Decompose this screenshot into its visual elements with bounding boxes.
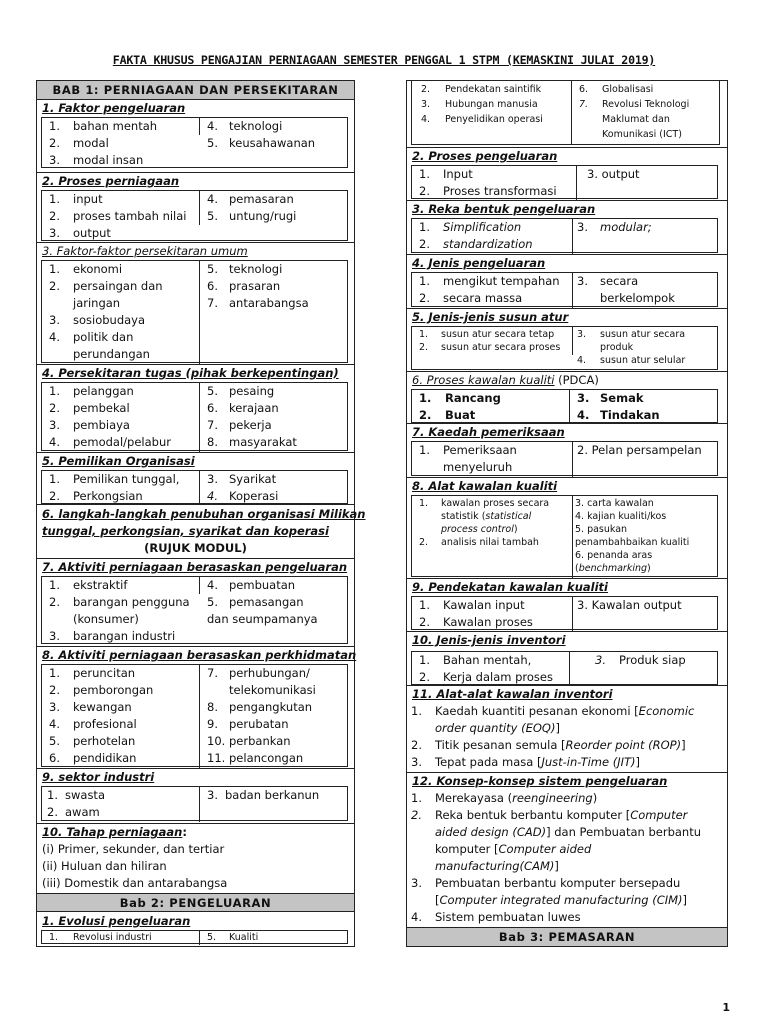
list-item: modular; (600, 220, 652, 234)
list-item: susun atur secara (600, 329, 686, 340)
text-line: (i) Primer, sekunder, dan tertiar (42, 842, 225, 856)
list-number: 2. (49, 489, 60, 503)
section-title: 12. Konsep-konsep sistem pengeluaran (412, 774, 668, 788)
list-number: 3. (49, 700, 60, 714)
section-title-line: tunggal, perkongsian, syarikat dan koperasi (42, 524, 329, 538)
list-number: 7. (207, 666, 218, 680)
section-alat-kawalan-kualiti (407, 477, 727, 578)
list-number: 1. (49, 472, 60, 486)
list-number: 4. (207, 489, 218, 503)
list-number: 2. (47, 805, 58, 819)
list-number: 4. (207, 578, 218, 592)
list-item: pelanggan (73, 384, 134, 398)
title-colon: : (182, 825, 187, 839)
list-number: 5. (207, 209, 218, 223)
list-number: 4. (207, 119, 218, 133)
list-item: Pembuatan berbantu komputer bersepadu (435, 876, 681, 890)
list-number: 1. (419, 598, 430, 612)
list-item: profesional (73, 717, 137, 731)
list-number: 11. (207, 751, 226, 765)
rujuk-modul-note: (RUJUK MODUL) (144, 541, 247, 555)
list-number: 2. (419, 537, 429, 548)
list-item: standardization (443, 237, 533, 251)
list-item: perubatan (229, 717, 289, 731)
section-konsep-sistem-pengeluaran (407, 772, 727, 927)
list-item: Penyelidikan operasi (445, 114, 543, 125)
list-item: input (73, 192, 103, 206)
list-number: 3. (577, 220, 588, 234)
list-item: pengangkutan (229, 700, 313, 714)
list-number: 3. (207, 472, 218, 486)
list-item: teknologi (229, 119, 283, 133)
left-column (36, 80, 366, 947)
list-item: awam (65, 805, 100, 819)
list-number: 3. (411, 755, 422, 769)
list-number: 2. (419, 670, 430, 684)
section-title: 6. Proses kawalan kualiti (412, 373, 555, 387)
list-item: Kerja dalam proses (443, 670, 553, 684)
list-item: Maklumat dan (602, 114, 670, 125)
list-number: 10. (207, 734, 226, 748)
list-item: perundangan (73, 347, 150, 361)
list-item: analisis nilai tambah (441, 537, 539, 548)
list-item: telekomunikasi (229, 683, 316, 697)
list-item: pelancongan (229, 751, 304, 765)
list-item: perbankan (229, 734, 291, 748)
list-number: 1. (411, 704, 422, 718)
list-item: menyeluruh (443, 460, 513, 474)
list-number: 2. (49, 136, 60, 150)
list-number: 3. (49, 226, 60, 240)
page-number: 1 (722, 1001, 730, 1014)
list-number: 2. (49, 595, 60, 609)
list-number: 1. (49, 932, 59, 943)
list-item: modal insan (73, 153, 144, 167)
list-item: masyarakat (229, 435, 297, 449)
list-number: 1. (419, 443, 430, 457)
list-item: Tepat pada masa [Just-in-Time (JIT)] (435, 755, 640, 769)
list-number: 3. (577, 391, 590, 405)
list-number: 2. (411, 738, 422, 752)
section-proses-perniagaan (37, 172, 354, 242)
list-number: 6. (207, 401, 218, 415)
text-line: (ii) Huluan dan hiliran (42, 859, 167, 873)
list-item: sosiobudaya (73, 313, 146, 327)
section-evolusi-continued (407, 81, 727, 147)
section-evolusi-pengeluaran (37, 913, 354, 946)
section-jenis-susun-atur (407, 308, 727, 371)
list-item: Bahan mentah, (443, 653, 532, 667)
list-item: Revolusi Teknologi (602, 99, 690, 110)
section-proses-kawalan-kualiti (407, 371, 727, 423)
section-alat-kawalan-inventori (407, 685, 727, 772)
list-number: 1. (411, 791, 422, 805)
list-item: swasta (65, 788, 105, 802)
list-number: 5. (207, 262, 218, 276)
list-item: penambahbaikan kualiti (575, 537, 690, 548)
list-item: badan berkanun (225, 788, 320, 802)
list-number: 2. (419, 408, 432, 422)
section-title: 5. Jenis-jenis susun atur (412, 310, 569, 324)
section-title: 9. Pendekatan kawalan kualiti (412, 580, 608, 594)
section-pendekatan-kawalan-kualiti (407, 578, 727, 631)
section-title: 1. Evolusi pengeluaran (42, 914, 191, 928)
list-item: ekstraktif (73, 578, 128, 592)
list-item: process control) (441, 524, 518, 535)
list-item: 4. kajian kualiti/kos (575, 511, 667, 522)
list-number: 7. (207, 418, 218, 432)
list-number: 8. (207, 435, 218, 449)
list-item: Semak (600, 391, 644, 405)
list-item: kewangan (73, 700, 132, 714)
list-item: 6. penanda aras (575, 550, 653, 561)
list-number: 4. (421, 114, 431, 125)
list-number: 2. (49, 401, 60, 415)
list-number: 3. (49, 313, 60, 327)
section-title: 10. Tahap perniagaan (42, 825, 183, 839)
list-item: keusahawanan (229, 136, 316, 150)
list-item-cont: komputer [Computer aided (435, 842, 592, 856)
list-item-cont: [Computer integrated manufacturing (CIM)] (435, 893, 688, 907)
list-item: Pemilikan tunggal, (73, 472, 180, 486)
list-number: 2. (419, 184, 430, 198)
list-number: 3. (577, 274, 588, 288)
list-item: pembiaya (73, 418, 130, 432)
list-number: 1. (49, 119, 60, 133)
list-item-cont: aided design (CAD)] dan Pembuatan berbantu (435, 825, 702, 839)
list-item: persaingan dan (73, 279, 163, 293)
list-item: Titik pesanan semula [Reorder point (ROP)] (435, 738, 686, 752)
section-title: 7. Kaedah pemeriksaan (412, 425, 565, 439)
list-number: 1. (419, 274, 430, 288)
list-number: 3. (411, 876, 422, 890)
list-item: barangan industri (73, 629, 176, 643)
list-number: 1. (419, 167, 430, 181)
list-number: 5. (207, 384, 218, 398)
list-item: 3. carta kawalan (575, 498, 654, 509)
list-item: 2. Pelan persampelan (577, 443, 702, 457)
list-item: 5. pasukan (575, 524, 628, 535)
list-item: produk (600, 342, 634, 353)
list-number: 1. (49, 384, 60, 398)
section-persekitaran-tugas (37, 364, 354, 452)
list-item: 3. Kawalan output (577, 598, 682, 612)
list-number: 7. (579, 99, 589, 110)
list-item: pendidikan (73, 751, 137, 765)
section-title-line: 6. langkah-langkah penubuhan organisasi Milikan (42, 507, 366, 521)
list-item: antarabangsa (229, 296, 309, 310)
section-title: 8. Aktiviti perniagaan berasaskan perkhidmatan (42, 648, 357, 662)
list-number: 6. (207, 279, 218, 293)
list-number: 1. (49, 578, 60, 592)
list-number: 1. (47, 788, 58, 802)
list-item: Rancang (445, 391, 501, 405)
list-number: 8. (207, 700, 218, 714)
list-number: 2. (419, 615, 430, 629)
list-item: Pemeriksaan (443, 443, 517, 457)
list-item-cont: manufacturing(CAM)] (435, 859, 559, 873)
list-item: Perkongsian (73, 489, 143, 503)
list-item: dan seumpamanya (207, 612, 318, 626)
list-item: pekerja (229, 418, 272, 432)
section-title: 8. Alat kawalan kualiti (412, 479, 558, 493)
list-number: 2. (419, 342, 429, 353)
list-item: susun atur secara proses (441, 342, 561, 353)
section-kaedah-pemeriksaan (407, 423, 727, 477)
list-item: Merekayasa (reengineering) (435, 791, 598, 805)
chapter-header-bab2: Bab 2: PENGELUARAN (37, 893, 354, 912)
text-line: (iii) Domestik dan antarabangsa (42, 876, 228, 890)
section-title: 3. Faktor-faktor persekitaran umum (42, 244, 248, 258)
section-faktor-pengeluaran (37, 100, 354, 172)
list-number: 2. (419, 237, 430, 251)
list-item: ekonomi (73, 262, 123, 276)
list-item: Produk siap (619, 653, 686, 667)
list-number: 3. (49, 153, 60, 167)
list-item: susun atur secara tetap (441, 329, 555, 340)
list-number: 5. (207, 932, 217, 943)
list-item: teknologi (229, 262, 283, 276)
list-number: 4. (49, 717, 60, 731)
list-item: Simplification (443, 220, 522, 234)
list-item: Buat (445, 408, 476, 422)
section-jenis-pengeluaran (407, 254, 727, 308)
list-item: pesaing (229, 384, 275, 398)
section-persekitaran-umum (37, 242, 354, 364)
section-title: 1. Faktor pengeluaran (42, 101, 186, 115)
list-item: Globalisasi (602, 84, 654, 95)
list-item: statistik (statistical (441, 511, 532, 522)
list-item: pemasangan (229, 595, 304, 609)
list-item: (benchmarking) (575, 563, 651, 574)
list-number: 4. (49, 330, 60, 344)
list-item: modal (73, 136, 109, 150)
list-item: barangan pengguna (73, 595, 190, 609)
list-item: Komunikasi (ICT) (602, 129, 682, 140)
page-title: FAKTA KHUSUS PENGAJIAN PERNIAGAAN SEMESTER PENGGAL 1 STPM (KEMASKINI JULAI 2019) (112, 53, 656, 67)
section-title: 10. Jenis-jenis inventori (412, 633, 566, 647)
list-item: Revolusi industri (73, 932, 152, 943)
list-number: 1. (419, 391, 432, 405)
list-number: 5. (207, 595, 218, 609)
list-item: pembuatan (229, 578, 296, 592)
list-item: proses tambah nilai (73, 209, 187, 223)
list-item: perhotelan (73, 734, 136, 748)
list-number: 1. (419, 329, 429, 340)
section-title: 2. Proses pengeluaran (412, 149, 558, 163)
list-item: kawalan proses secara (441, 498, 550, 509)
list-item: mengikut tempahan (443, 274, 560, 288)
list-number: 6. (49, 751, 60, 765)
section-tahap-perniagaan (37, 823, 354, 893)
list-item: berkelompok (600, 291, 675, 305)
list-item: Hubungan manusia (445, 99, 538, 110)
section-title: 4. Persekitaran tugas (pihak berkepentingan) (42, 366, 339, 380)
list-item: secara (600, 274, 639, 288)
list-number: 1. (419, 498, 429, 509)
list-number: 3. (207, 788, 218, 802)
section-title: 9. sektor industri (42, 770, 155, 784)
list-number: 2. (411, 808, 422, 822)
list-item-cont: order quantity (EOQ)] (435, 721, 560, 735)
list-item: pemodal/pelabur (73, 435, 171, 449)
list-item: Pendekatan saintifik (445, 84, 542, 95)
list-item: Kawalan proses (443, 615, 533, 629)
list-number: 1. (49, 192, 60, 206)
list-item: pemasaran (229, 192, 294, 206)
chapter-header-bab1: BAB 1: PERNIAGAAN DAN PERSEKITARAN (37, 81, 354, 100)
section-sektor-industri (37, 768, 354, 823)
section-proses-pengeluaran (407, 147, 727, 200)
list-number: 5. (49, 734, 60, 748)
list-item: susun atur selular (600, 355, 686, 366)
list-number: 7. (207, 296, 218, 310)
list-item: 3. output (587, 167, 640, 181)
section-title: 4. Jenis pengeluaran (412, 256, 546, 270)
list-number: 3. (595, 653, 606, 667)
list-number: 4. (577, 408, 590, 422)
list-item: Tindakan (600, 408, 660, 422)
list-number: 2. (49, 279, 60, 293)
list-number: 4. (207, 192, 218, 206)
list-number: 3. (49, 629, 60, 643)
list-item: Proses transformasi (443, 184, 557, 198)
list-number: 3. (49, 418, 60, 432)
list-item: pemborongan (73, 683, 154, 697)
list-item: Reka bentuk berbantu komputer [Computer (435, 808, 688, 822)
list-number: 4. (577, 355, 587, 366)
right-column (406, 80, 728, 947)
list-number: 1. (49, 262, 60, 276)
list-number: 1. (419, 220, 430, 234)
list-item: jaringan (73, 296, 121, 310)
section-title: 3. Reka bentuk pengeluaran (412, 202, 596, 216)
section-langkah-penubuhan (37, 504, 366, 558)
list-item: prasaran (229, 279, 281, 293)
list-number: 3. (421, 99, 431, 110)
list-item: Input (443, 167, 473, 181)
list-number: 9. (207, 717, 218, 731)
section-title: 11. Alat-alat kawalan inventori (412, 687, 613, 701)
list-number: 2. (419, 291, 430, 305)
title-suffix: (PDCA) (554, 373, 599, 387)
list-item: pembekal (73, 401, 130, 415)
list-number: 5. (207, 136, 218, 150)
list-item: (konsumer) (73, 612, 139, 626)
list-item: perhubungan/ (229, 666, 310, 680)
list-number: 2. (49, 209, 60, 223)
section-title: 7. Aktiviti perniagaan berasaskan pengeluaran (42, 560, 348, 574)
list-number: 4. (49, 435, 60, 449)
list-item: Syarikat (229, 472, 277, 486)
list-item: peruncitan (73, 666, 136, 680)
list-number: 6. (579, 84, 589, 95)
list-item: politik dan (73, 330, 134, 344)
list-item: secara massa (443, 291, 523, 305)
list-number: 2. (421, 84, 431, 95)
list-item: bahan mentah (73, 119, 158, 133)
list-item: Kawalan input (443, 598, 525, 612)
list-item: Sistem pembuatan luwes (435, 910, 581, 924)
chapter-header-bab3: Bab 3: PEMASARAN (407, 927, 727, 946)
list-number: 2. (49, 683, 60, 697)
section-title: 5. Pemilikan Organisasi (42, 454, 195, 468)
section-aktiviti-perkhidmatan (37, 646, 357, 768)
list-number: 1. (419, 653, 430, 667)
list-number: 3. (577, 329, 587, 340)
list-item: output (73, 226, 111, 240)
list-item: kerajaan (229, 401, 279, 415)
list-number: 1. (49, 666, 60, 680)
list-item: Kaedah kuantiti pesanan ekonomi [Economic (435, 704, 695, 718)
section-pemilikan-organisasi (37, 452, 354, 504)
list-item: Koperasi (229, 489, 279, 503)
section-title: 2. Proses perniagaan (42, 174, 180, 188)
section-aktiviti-pengeluaran (37, 558, 354, 646)
list-item: untung/rugi (229, 209, 297, 223)
section-jenis-inventori (407, 631, 727, 685)
list-number: 4. (411, 910, 422, 924)
section-reka-bentuk-pengeluaran (407, 200, 727, 254)
list-item: Kualiti (229, 932, 259, 943)
